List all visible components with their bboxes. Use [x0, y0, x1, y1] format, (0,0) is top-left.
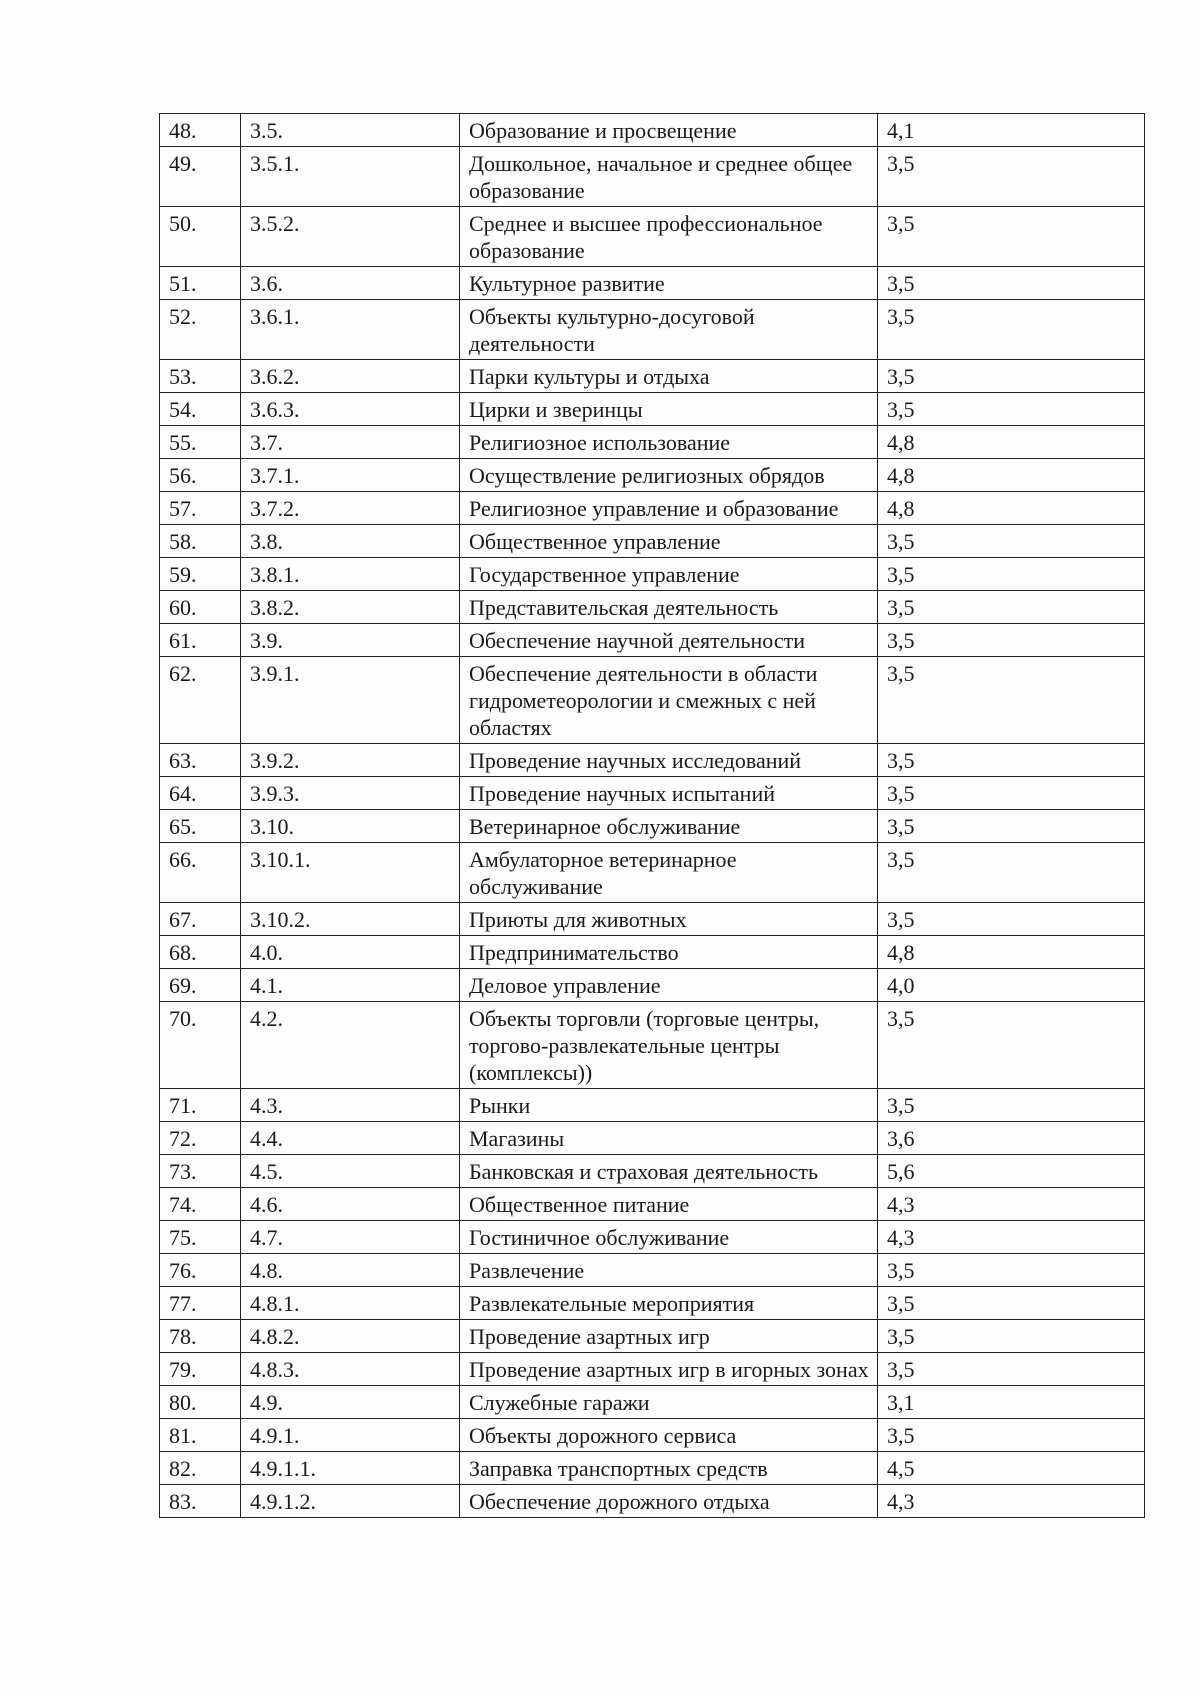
coefficient-cell: 3,5 — [878, 300, 1145, 360]
coefficient-cell: 3,5 — [878, 903, 1145, 936]
row-number-cell: 69. — [160, 969, 241, 1002]
code-cell: 3.8. — [241, 525, 460, 558]
coefficient-cell: 4,1 — [878, 114, 1145, 147]
name-cell: Развлечение — [460, 1254, 878, 1287]
code-cell: 4.9.1.1. — [241, 1452, 460, 1485]
name-cell: Предпринимательство — [460, 936, 878, 969]
table-row — [160, 1452, 1145, 1485]
table-row — [160, 591, 1145, 624]
coefficient-cell: 3,5 — [878, 1089, 1145, 1122]
coefficient-cell: 4,3 — [878, 1221, 1145, 1254]
code-cell: 4.8. — [241, 1254, 460, 1287]
row-number-cell: 62. — [160, 657, 241, 744]
row-number-cell: 68. — [160, 936, 241, 969]
coefficient-cell: 3,5 — [878, 1002, 1145, 1089]
table-row — [160, 360, 1145, 393]
table-row — [160, 1419, 1145, 1452]
name-cell: Развлекательные мероприятия — [460, 1287, 878, 1320]
table-row — [160, 1254, 1145, 1287]
code-cell: 3.10.2. — [241, 903, 460, 936]
name-cell: Обеспечение научной деятельности — [460, 624, 878, 657]
name-cell: Религиозное управление и образование — [460, 492, 878, 525]
code-cell: 4.0. — [241, 936, 460, 969]
table-row — [160, 1155, 1145, 1188]
name-cell: Общественное питание — [460, 1188, 878, 1221]
coefficient-cell: 4,8 — [878, 459, 1145, 492]
name-cell: Культурное развитие — [460, 267, 878, 300]
row-number-cell: 79. — [160, 1353, 241, 1386]
table-row — [160, 936, 1145, 969]
name-cell: Государственное управление — [460, 558, 878, 591]
row-number-cell: 67. — [160, 903, 241, 936]
row-number-cell: 74. — [160, 1188, 241, 1221]
code-cell: 4.9.1.2. — [241, 1485, 460, 1518]
code-cell: 3.6. — [241, 267, 460, 300]
coefficient-cell: 3,5 — [878, 1254, 1145, 1287]
name-cell: Амбулаторное ветеринарное обслуживание — [460, 843, 878, 903]
coefficient-cell: 3,5 — [878, 657, 1145, 744]
code-cell: 4.8.2. — [241, 1320, 460, 1353]
table-row — [160, 744, 1145, 777]
name-cell: Дошкольное, начальное и среднее общее образование — [460, 147, 878, 207]
row-number-cell: 80. — [160, 1386, 241, 1419]
name-cell: Обеспечение деятельности в области гидрометеорологии и смежных с ней областях — [460, 657, 878, 744]
table-row — [160, 393, 1145, 426]
row-number-cell: 49. — [160, 147, 241, 207]
name-cell: Осуществление религиозных обрядов — [460, 459, 878, 492]
coefficient-cell: 3,5 — [878, 843, 1145, 903]
code-cell: 3.7. — [241, 426, 460, 459]
table-row — [160, 1353, 1145, 1386]
row-number-cell: 55. — [160, 426, 241, 459]
row-number-cell: 63. — [160, 744, 241, 777]
row-number-cell: 73. — [160, 1155, 241, 1188]
row-number-cell: 75. — [160, 1221, 241, 1254]
code-cell: 3.6.3. — [241, 393, 460, 426]
code-cell: 3.6.1. — [241, 300, 460, 360]
name-cell: Гостиничное обслуживание — [460, 1221, 878, 1254]
code-cell: 4.2. — [241, 1002, 460, 1089]
name-cell: Среднее и высшее профессиональное образование — [460, 207, 878, 267]
table-row — [160, 1188, 1145, 1221]
name-cell: Рынки — [460, 1089, 878, 1122]
code-cell: 3.8.1. — [241, 558, 460, 591]
table-row — [160, 300, 1145, 360]
table-row — [160, 492, 1145, 525]
code-cell: 3.5.2. — [241, 207, 460, 267]
row-number-cell: 59. — [160, 558, 241, 591]
name-cell: Заправка транспортных средств — [460, 1452, 878, 1485]
table-row — [160, 114, 1145, 147]
name-cell: Объекты торговли (торговые центры, торгово-развлекательные центры (комплексы)) — [460, 1002, 878, 1089]
coefficient-cell: 3,5 — [878, 777, 1145, 810]
row-number-cell: 81. — [160, 1419, 241, 1452]
coefficient-cell: 4,3 — [878, 1188, 1145, 1221]
table-row — [160, 147, 1145, 207]
row-number-cell: 61. — [160, 624, 241, 657]
row-number-cell: 51. — [160, 267, 241, 300]
row-number-cell: 76. — [160, 1254, 241, 1287]
code-cell: 4.8.1. — [241, 1287, 460, 1320]
coefficient-cell: 3,5 — [878, 207, 1145, 267]
coefficient-cell: 4,5 — [878, 1452, 1145, 1485]
row-number-cell: 82. — [160, 1452, 241, 1485]
table-row — [160, 207, 1145, 267]
coefficient-cell: 3,5 — [878, 525, 1145, 558]
table-row — [160, 1320, 1145, 1353]
name-cell: Проведение азартных игр — [460, 1320, 878, 1353]
name-cell: Деловое управление — [460, 969, 878, 1002]
row-number-cell: 65. — [160, 810, 241, 843]
table-row — [160, 426, 1145, 459]
name-cell: Проведение азартных игр в игорных зонах — [460, 1353, 878, 1386]
name-cell: Парки культуры и отдыха — [460, 360, 878, 393]
table-row — [160, 558, 1145, 591]
name-cell: Служебные гаражи — [460, 1386, 878, 1419]
coefficient-cell: 3,5 — [878, 1419, 1145, 1452]
table-row — [160, 843, 1145, 903]
row-number-cell: 71. — [160, 1089, 241, 1122]
coefficient-cell: 3,1 — [878, 1386, 1145, 1419]
row-number-cell: 48. — [160, 114, 241, 147]
table-row — [160, 459, 1145, 492]
code-cell: 3.5. — [241, 114, 460, 147]
code-cell: 3.6.2. — [241, 360, 460, 393]
code-cell: 3.8.2. — [241, 591, 460, 624]
row-number-cell: 54. — [160, 393, 241, 426]
row-number-cell: 64. — [160, 777, 241, 810]
table-row — [160, 1002, 1145, 1089]
coefficient-cell: 3,5 — [878, 393, 1145, 426]
coefficient-cell: 3,5 — [878, 558, 1145, 591]
row-number-cell: 58. — [160, 525, 241, 558]
code-cell: 4.7. — [241, 1221, 460, 1254]
code-cell: 3.5.1. — [241, 147, 460, 207]
name-cell: Обеспечение дорожного отдыха — [460, 1485, 878, 1518]
row-number-cell: 53. — [160, 360, 241, 393]
name-cell: Магазины — [460, 1122, 878, 1155]
row-number-cell: 56. — [160, 459, 241, 492]
coefficient-cell: 4,8 — [878, 426, 1145, 459]
row-number-cell: 70. — [160, 1002, 241, 1089]
code-cell: 3.7.1. — [241, 459, 460, 492]
name-cell: Цирки и зверинцы — [460, 393, 878, 426]
row-number-cell: 50. — [160, 207, 241, 267]
coefficient-cell: 3,5 — [878, 147, 1145, 207]
name-cell: Представительская деятельность — [460, 591, 878, 624]
land-use-coefficient-table — [159, 113, 1145, 1518]
table-row — [160, 903, 1145, 936]
coefficient-cell: 4,8 — [878, 492, 1145, 525]
coefficient-cell: 3,5 — [878, 591, 1145, 624]
code-cell: 3.9.3. — [241, 777, 460, 810]
table-row — [160, 1122, 1145, 1155]
coefficient-cell: 5,6 — [878, 1155, 1145, 1188]
code-cell: 4.4. — [241, 1122, 460, 1155]
code-cell: 3.10. — [241, 810, 460, 843]
row-number-cell: 78. — [160, 1320, 241, 1353]
name-cell: Проведение научных исследований — [460, 744, 878, 777]
code-cell: 4.6. — [241, 1188, 460, 1221]
coefficient-cell: 3,5 — [878, 810, 1145, 843]
row-number-cell: 57. — [160, 492, 241, 525]
code-cell: 4.1. — [241, 969, 460, 1002]
coefficient-cell: 3,5 — [878, 1287, 1145, 1320]
table-row — [160, 810, 1145, 843]
table-row — [160, 777, 1145, 810]
row-number-cell: 52. — [160, 300, 241, 360]
row-number-cell: 60. — [160, 591, 241, 624]
name-cell: Приюты для животных — [460, 903, 878, 936]
name-cell: Проведение научных испытаний — [460, 777, 878, 810]
coefficient-cell: 3,5 — [878, 624, 1145, 657]
name-cell: Общественное управление — [460, 525, 878, 558]
table-row — [160, 657, 1145, 744]
table-row — [160, 525, 1145, 558]
coefficient-cell: 3,6 — [878, 1122, 1145, 1155]
table-row — [160, 1221, 1145, 1254]
code-cell: 4.5. — [241, 1155, 460, 1188]
row-number-cell: 83. — [160, 1485, 241, 1518]
table-row — [160, 1485, 1145, 1518]
name-cell: Ветеринарное обслуживание — [460, 810, 878, 843]
code-cell: 4.9.1. — [241, 1419, 460, 1452]
code-cell: 4.9. — [241, 1386, 460, 1419]
table-row — [160, 1089, 1145, 1122]
code-cell: 3.7.2. — [241, 492, 460, 525]
name-cell: Образование и просвещение — [460, 114, 878, 147]
name-cell: Объекты культурно-досуговой деятельности — [460, 300, 878, 360]
code-cell: 3.10.1. — [241, 843, 460, 903]
name-cell: Религиозное использование — [460, 426, 878, 459]
name-cell: Банковская и страховая деятельность — [460, 1155, 878, 1188]
code-cell: 3.9.2. — [241, 744, 460, 777]
name-cell: Объекты дорожного сервиса — [460, 1419, 878, 1452]
coefficient-cell: 3,5 — [878, 744, 1145, 777]
coefficient-cell: 4,0 — [878, 969, 1145, 1002]
coefficient-cell: 4,3 — [878, 1485, 1145, 1518]
row-number-cell: 66. — [160, 843, 241, 903]
coefficient-cell: 4,8 — [878, 936, 1145, 969]
row-number-cell: 77. — [160, 1287, 241, 1320]
code-cell: 3.9.1. — [241, 657, 460, 744]
code-cell: 3.9. — [241, 624, 460, 657]
coefficient-cell: 3,5 — [878, 1353, 1145, 1386]
table-row — [160, 1386, 1145, 1419]
coefficient-cell: 3,5 — [878, 1320, 1145, 1353]
row-number-cell: 72. — [160, 1122, 241, 1155]
code-cell: 4.8.3. — [241, 1353, 460, 1386]
table-row — [160, 1287, 1145, 1320]
table-body — [160, 114, 1145, 1518]
table-row — [160, 969, 1145, 1002]
coefficient-cell: 3,5 — [878, 267, 1145, 300]
code-cell: 4.3. — [241, 1089, 460, 1122]
table-row — [160, 624, 1145, 657]
coefficient-cell: 3,5 — [878, 360, 1145, 393]
table-row — [160, 267, 1145, 300]
